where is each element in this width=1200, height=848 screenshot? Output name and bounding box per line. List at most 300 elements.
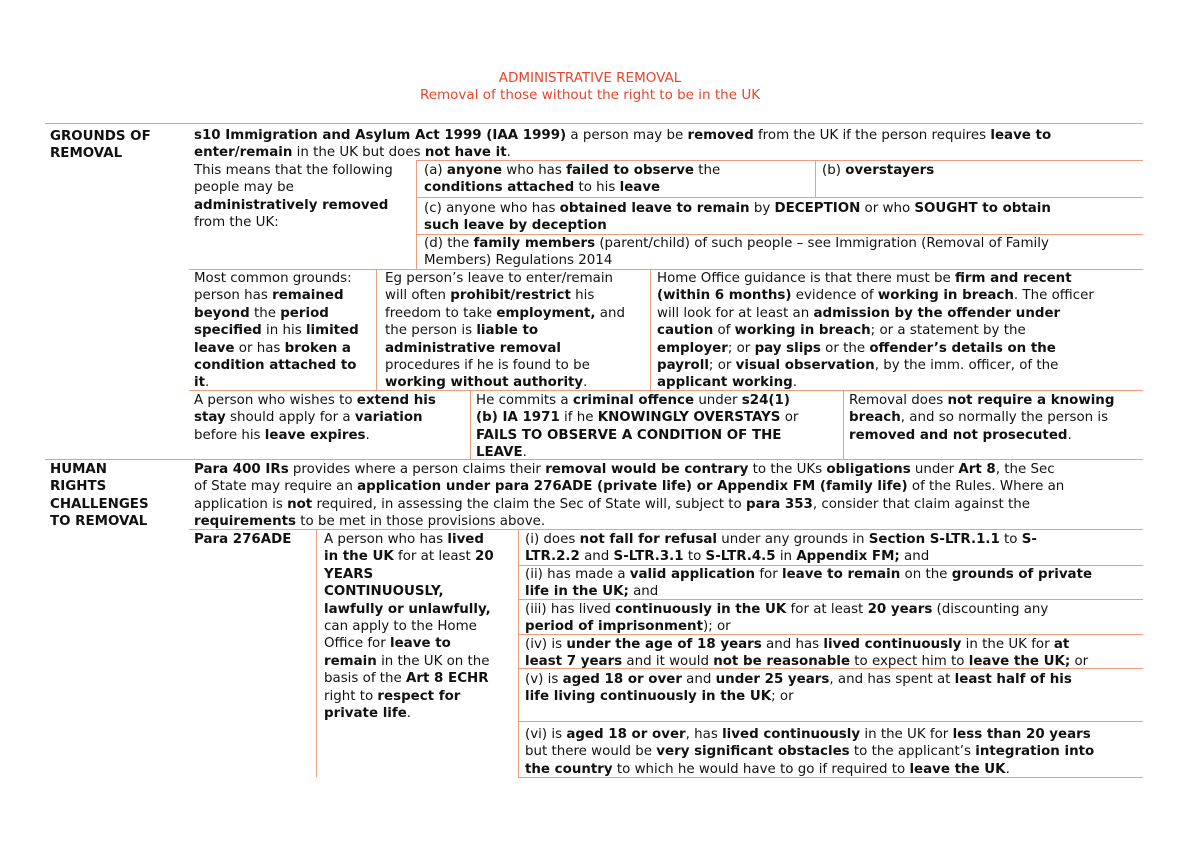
- text-run: will often: [385, 288, 451, 304]
- text-run: liable to: [476, 323, 539, 339]
- text-line: [385, 305, 625, 322]
- text-run: Para 276ADE: [194, 532, 292, 547]
- text-run: leave: [619, 180, 661, 196]
- text-run: under 25 years: [715, 672, 830, 687]
- text-run: applicant working: [657, 375, 793, 391]
- text-run: .: [1005, 761, 1010, 777]
- text-run: ; or: [771, 689, 794, 705]
- text-run: Eg person’s leave to enter/remain: [385, 271, 614, 286]
- text-run: of: [713, 323, 735, 339]
- text-line: [657, 270, 1094, 287]
- text-run: for: [755, 567, 782, 582]
- text-run: to expect him to: [850, 654, 969, 670]
- text-run: period: [280, 305, 329, 321]
- text-run: , consider that claim against the: [812, 496, 1030, 512]
- text-run: evidence of: [791, 288, 878, 304]
- text-line: [194, 531, 291, 548]
- text-run: S-LTR.4.5: [705, 549, 776, 565]
- text-line: [525, 601, 1048, 618]
- text-run: leave expires: [264, 427, 366, 443]
- text-run: s24(1): [741, 393, 790, 408]
- text-line: [194, 162, 393, 179]
- text-run: leave to: [990, 128, 1052, 143]
- grounds-item-b: [822, 162, 934, 179]
- grounds-item-a: [424, 162, 720, 197]
- text-run: application is: [194, 496, 288, 512]
- text-run: KNOWINGLY OVERSTAYS: [597, 410, 781, 426]
- page-title: ADMINISTRATIVE REMOVAL: [498, 70, 682, 86]
- text-line: [324, 583, 494, 600]
- rule: [376, 270, 377, 390]
- rights-person: [324, 531, 494, 722]
- grounds-item-d: [424, 235, 1049, 270]
- text-run: (v) is: [525, 672, 563, 687]
- text-run: criminal offence: [572, 393, 695, 408]
- text-run: for at least: [393, 549, 476, 565]
- text-run: .: [365, 427, 370, 443]
- text-run: who has: [502, 163, 567, 178]
- text-line: [194, 270, 359, 287]
- text-run: in his: [261, 323, 306, 339]
- page-subtitle: Removal of those without the right to be in the UK: [419, 87, 761, 103]
- text-run: Home Office guidance is that there must be: [657, 271, 955, 286]
- text-line: [324, 635, 494, 652]
- rule: [316, 530, 317, 777]
- text-run: Section S-LTR.1.1: [868, 532, 1000, 547]
- text-run: (vi) is: [525, 727, 567, 742]
- text-run: (c) anyone who has: [424, 201, 560, 216]
- text-run: enter/remain: [194, 145, 293, 161]
- text-run: on the: [900, 567, 952, 582]
- text-run: leave the UK;: [968, 654, 1071, 670]
- text-run: but there would be: [525, 744, 657, 760]
- text-run: , and has spent at: [829, 672, 955, 687]
- text-run: extend his: [356, 393, 436, 408]
- text-run: anyone: [446, 163, 503, 178]
- text-line: [194, 179, 393, 196]
- text-run: such leave by deception: [424, 218, 607, 234]
- text-run: payroll: [657, 358, 709, 374]
- rule: [416, 161, 417, 269]
- text-run: ); or: [703, 619, 731, 635]
- grounds-knowing-breach: [849, 392, 1114, 444]
- text-run: period of imprisonment: [525, 619, 703, 635]
- text-run: (d) the: [424, 236, 474, 251]
- text-run: LTR.2.2: [525, 549, 580, 565]
- text-run: or who: [860, 201, 915, 216]
- text-run: remained: [272, 288, 344, 304]
- text-run: working in breach: [734, 323, 871, 339]
- text-run: Para 400 IRs: [194, 462, 289, 477]
- text-line: [657, 287, 1094, 304]
- grounds-means: [194, 162, 393, 232]
- text-run: , the Sec: [995, 462, 1055, 477]
- text-run: ; or: [708, 358, 736, 374]
- text-run: removed: [687, 128, 754, 143]
- text-line: [324, 705, 494, 722]
- text-run: (i) does: [525, 532, 580, 547]
- text-run: DECEPTION: [774, 201, 861, 216]
- text-line: [324, 566, 494, 583]
- text-run: . The officer: [1013, 288, 1094, 304]
- text-run: (parent/child) of such people – see Immigration (Removal of Family: [595, 236, 1049, 251]
- text-run: at: [1053, 637, 1070, 652]
- text-run: least half of his: [954, 672, 1072, 687]
- text-run: leave: [194, 340, 235, 356]
- text-line: [849, 409, 1114, 426]
- text-line: [525, 566, 1092, 583]
- text-run: basis of the: [324, 671, 407, 687]
- text-run: grounds of private: [951, 567, 1093, 582]
- text-line: [324, 601, 494, 618]
- text-run: caution: [657, 323, 714, 339]
- text-run: to: [683, 549, 706, 565]
- grounds-common: [194, 270, 359, 392]
- text-run: freedom to take: [385, 305, 497, 321]
- text-run: prohibit/restrict: [450, 288, 571, 304]
- text-line: [324, 531, 494, 548]
- text-run: can apply to the Home: [324, 619, 477, 635]
- text-run: A person who wishes to: [194, 393, 357, 408]
- text-run: broken a: [284, 340, 351, 356]
- text-line: [194, 409, 436, 426]
- text-run: (within 6 months): [657, 288, 792, 304]
- rights-para-276ade: [194, 531, 291, 548]
- text-run: aged 18 or over: [566, 727, 686, 742]
- text-run: or: [780, 410, 799, 426]
- text-run: less than 20 years: [952, 727, 1091, 742]
- text-run: least 7 years: [525, 654, 623, 670]
- text-line: [657, 357, 1094, 374]
- text-run: right to: [324, 688, 378, 704]
- text-run: overstayers: [845, 163, 935, 178]
- text-line: [525, 653, 1088, 670]
- text-line: [194, 287, 359, 304]
- text-run: in the UK for: [860, 727, 953, 742]
- row-label-grounds: GROUNDS OF REMOVAL: [50, 129, 151, 162]
- text-run: breach: [849, 410, 901, 426]
- text-line: [476, 409, 798, 426]
- text-run: obligations: [826, 462, 911, 477]
- text-run: He commits a: [476, 393, 573, 408]
- text-run: in the UK: [324, 549, 394, 565]
- text-run: 20 years: [867, 602, 933, 617]
- text-line: [822, 162, 934, 179]
- text-run: working in breach: [877, 288, 1014, 304]
- rule: [518, 721, 1143, 722]
- text-run: S-: [1021, 532, 1037, 547]
- text-line: [476, 392, 798, 409]
- text-run: administratively removed: [194, 197, 389, 213]
- text-run: , and so normally the person is: [900, 410, 1109, 426]
- text-run: offender’s details on the: [869, 340, 1056, 356]
- text-line: [525, 583, 1092, 600]
- rule: [416, 197, 1143, 198]
- text-run: employer: [657, 340, 728, 356]
- text-run: SOUGHT to obtain: [914, 201, 1051, 216]
- text-line: [194, 214, 393, 231]
- text-run: ; or a statement by the: [870, 323, 1026, 339]
- text-run: A person who has: [324, 532, 448, 547]
- text-line: [424, 217, 1051, 234]
- text-line: [525, 761, 1094, 778]
- text-run: s10 Immigration and Asylum Act 1999 (IAA 1999): [194, 128, 567, 143]
- text-run: remain: [324, 653, 377, 669]
- text-run: limited: [305, 323, 359, 339]
- text-run: (b) IA 1971: [476, 410, 560, 426]
- text-run: private life: [324, 706, 407, 722]
- text-line: [385, 287, 625, 304]
- text-run: failed to observe: [566, 163, 695, 178]
- text-line: [194, 197, 393, 214]
- text-run: the country: [525, 761, 613, 777]
- text-run: visual observation: [735, 358, 875, 374]
- text-run: .: [205, 375, 210, 391]
- text-line: [849, 392, 1114, 409]
- text-run: and: [899, 549, 930, 565]
- text-run: Most common grounds:: [194, 271, 352, 286]
- text-run: lived continuously: [823, 637, 962, 652]
- text-run: of the Rules. Where an: [907, 479, 1065, 495]
- text-run: from the UK if the person requires: [753, 128, 991, 143]
- text-run: lived continuously: [722, 727, 861, 742]
- text-run: Office for: [324, 636, 391, 652]
- text-line: [525, 618, 1048, 635]
- text-line: [525, 743, 1094, 760]
- text-run: to which he would have to go if required to: [612, 761, 910, 777]
- text-line: [194, 374, 359, 391]
- text-run: Members) Regulations 2014: [424, 253, 613, 269]
- text-run: procedures if he is found to be: [385, 358, 590, 374]
- text-run: Appendix FM;: [796, 549, 900, 565]
- grounds-offence: [476, 392, 798, 462]
- text-run: not require a knowing: [947, 393, 1115, 408]
- text-run: administrative removal: [385, 340, 561, 356]
- text-run: to: [999, 532, 1022, 547]
- text-line: [525, 636, 1088, 653]
- text-run: the person is: [385, 323, 477, 339]
- text-run: variation: [354, 410, 423, 426]
- text-run: should apply for a: [225, 410, 355, 426]
- text-line: [657, 374, 1094, 391]
- text-line: [385, 322, 625, 339]
- text-run: and has: [761, 637, 824, 652]
- text-run: (b): [822, 163, 846, 178]
- text-line: [194, 340, 359, 357]
- text-run: will look for at least an: [657, 305, 814, 321]
- text-run: S-LTR.3.1: [613, 549, 684, 565]
- text-line: [324, 688, 494, 705]
- text-run: in the UK but does: [292, 145, 425, 161]
- text-line: [385, 270, 625, 287]
- text-run: lawfully or unlawfully,: [324, 601, 491, 617]
- text-run: respect for: [377, 688, 461, 704]
- text-run: (ii) has made a: [525, 567, 630, 582]
- text-run: .: [522, 445, 527, 461]
- row-label-rights: HUMAN RIGHTS CHALLENGES TO REMOVAL: [50, 462, 149, 530]
- text-line: [194, 427, 436, 444]
- text-run: Art 8: [958, 462, 996, 477]
- grounds-item-c: [424, 200, 1051, 235]
- text-run: for at least: [786, 602, 868, 617]
- text-line: [324, 653, 494, 670]
- text-line: [194, 322, 359, 339]
- text-run: of State may require an: [194, 479, 358, 495]
- grounds-example: [385, 270, 625, 392]
- text-line: [194, 392, 436, 409]
- text-line: [849, 427, 1114, 444]
- text-run: .: [792, 375, 798, 391]
- text-run: .: [506, 145, 511, 161]
- text-run: lived: [447, 532, 484, 547]
- text-line: [424, 252, 1049, 269]
- text-run: FAILS TO OBSERVE A CONDITION OF THE: [476, 427, 782, 443]
- text-run: person has: [194, 288, 273, 304]
- text-run: .: [1067, 427, 1072, 443]
- text-run: people may be: [194, 180, 294, 196]
- text-run: aged 18 or over: [562, 672, 682, 687]
- text-run: to the UKs: [748, 462, 827, 477]
- text-run: valid application: [629, 567, 756, 582]
- text-run: (discounting any: [932, 602, 1049, 617]
- text-run: beyond: [194, 305, 250, 321]
- text-run: LEAVE: [476, 445, 523, 461]
- text-line: [385, 340, 625, 357]
- text-run: or has: [234, 340, 285, 356]
- text-run: provides where a person claims their: [288, 462, 546, 477]
- text-line: [476, 427, 798, 444]
- text-line: [525, 671, 1072, 688]
- text-run: family members: [473, 236, 596, 251]
- text-run: admission by the offender under: [813, 305, 1061, 321]
- text-line: [525, 688, 1072, 705]
- text-line: [194, 357, 359, 374]
- text-run: it: [194, 375, 205, 391]
- text-run: from the UK:: [194, 215, 279, 231]
- rights-item-vi: [525, 726, 1094, 778]
- text-run: not be reasonable: [713, 654, 851, 670]
- text-run: the: [694, 163, 721, 178]
- text-line: [424, 179, 720, 196]
- rule: [518, 530, 519, 777]
- rule: [650, 270, 651, 390]
- rule: [843, 391, 844, 459]
- text-line: [525, 548, 1037, 565]
- text-run: his: [570, 288, 595, 304]
- text-line: [424, 235, 1049, 252]
- text-line: [194, 496, 1064, 513]
- text-run: leave to: [390, 636, 451, 652]
- text-line: [324, 670, 494, 687]
- text-run: and it would: [622, 654, 714, 670]
- text-run: requirements: [194, 514, 297, 530]
- text-run: leave the UK: [909, 761, 1006, 777]
- text-run: firm and recent: [955, 271, 1072, 286]
- text-line: [324, 618, 494, 635]
- text-run: This means that the following: [194, 163, 393, 178]
- text-run: (a): [424, 163, 447, 178]
- text-run: condition attached to: [194, 358, 357, 374]
- text-run: under: [694, 393, 742, 408]
- grounds-guidance: [657, 270, 1094, 392]
- text-line: [194, 478, 1064, 495]
- rights-item-iii: [525, 601, 1048, 636]
- grounds-intro: [194, 127, 1051, 162]
- text-run: a person may be: [566, 128, 688, 143]
- text-run: (iv) is: [525, 637, 567, 652]
- text-run: Removal does: [849, 393, 948, 408]
- rights-item-iv: [525, 636, 1088, 671]
- text-run: or the: [820, 340, 870, 356]
- text-line: [194, 144, 1051, 161]
- text-run: or: [1070, 654, 1089, 670]
- text-line: [525, 531, 1037, 548]
- text-run: employment,: [496, 305, 596, 321]
- text-run: .: [406, 706, 412, 722]
- text-line: [525, 726, 1094, 743]
- rule: [815, 161, 816, 197]
- text-run: pay slips: [754, 340, 821, 356]
- text-run: ; or: [727, 340, 755, 356]
- text-line: [657, 340, 1094, 357]
- text-run: and: [628, 584, 659, 600]
- text-run: life in the UK;: [525, 584, 629, 600]
- text-run: the: [249, 305, 281, 321]
- text-run: working without authority: [385, 375, 584, 391]
- text-line: [657, 322, 1094, 339]
- text-run: not fall for refusal: [579, 532, 718, 547]
- text-run: and: [681, 672, 716, 687]
- text-run: required, in assessing the claim the Sec of State will, subject to: [312, 496, 746, 512]
- text-line: [194, 461, 1064, 478]
- text-line: [476, 444, 798, 461]
- text-run: para 353: [745, 496, 813, 512]
- text-line: [657, 305, 1094, 322]
- text-run: life living continuously in the UK: [525, 689, 772, 705]
- text-run: , has: [685, 727, 723, 742]
- text-run: to the applicant’s: [849, 744, 976, 760]
- text-run: in the UK for: [961, 637, 1054, 652]
- text-run: in the UK on the: [376, 653, 490, 669]
- text-line: [324, 548, 494, 565]
- text-run: and: [595, 305, 625, 321]
- text-line: [385, 357, 625, 374]
- text-line: [424, 200, 1051, 217]
- text-run: not: [287, 496, 313, 512]
- rule: [45, 123, 1143, 124]
- text-line: [385, 374, 625, 391]
- text-run: under the age of 18 years: [566, 637, 762, 652]
- text-run: obtained leave to remain: [559, 201, 750, 216]
- text-run: stay: [194, 410, 226, 426]
- text-run: , by the imm. officer, of the: [874, 358, 1059, 374]
- text-run: removed and not prosecuted: [849, 427, 1068, 443]
- text-run: if he: [559, 410, 598, 426]
- rule: [470, 391, 471, 459]
- text-line: [194, 513, 1064, 530]
- text-run: continuously in the UK: [615, 602, 787, 617]
- text-run: to be met in those provisions above.: [296, 514, 546, 530]
- text-run: and: [579, 549, 614, 565]
- text-run: application under para 276ADE (private life) or Appendix FM (family life): [357, 479, 908, 495]
- text-line: [424, 162, 720, 179]
- text-run: conditions attached: [424, 180, 575, 196]
- text-line: [194, 305, 359, 322]
- rights-item-i: [525, 531, 1037, 566]
- text-run: (iii) has lived: [525, 602, 616, 617]
- text-run: very significant obstacles: [656, 744, 850, 760]
- text-run: specified: [194, 323, 262, 339]
